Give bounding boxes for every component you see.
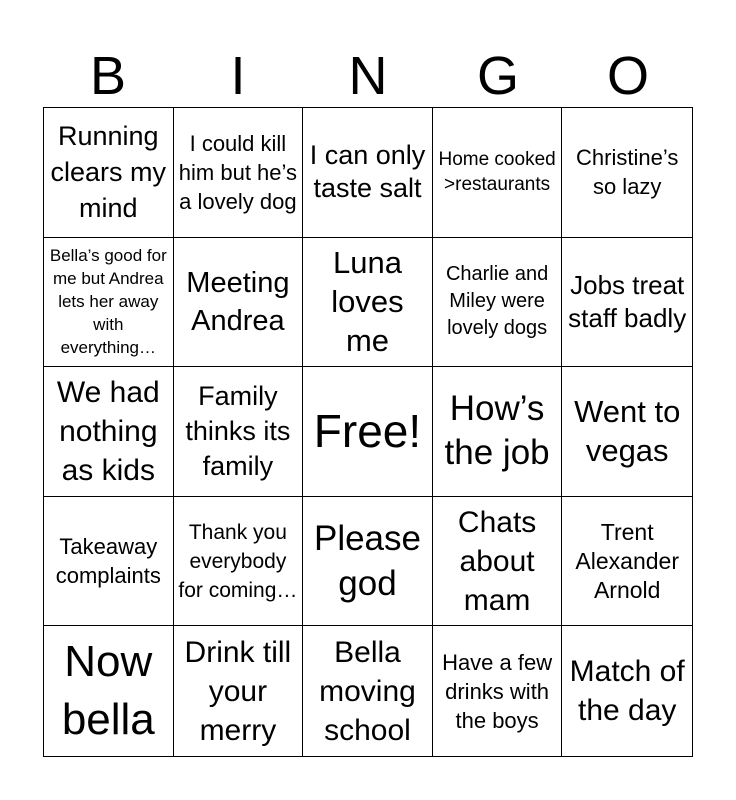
bingo-cell[interactable] bbox=[433, 238, 563, 368]
cell-text: Bella’s good for me but Andrea lets her away with everything… bbox=[49, 246, 167, 358]
cell-text: Luna loves me bbox=[331, 245, 404, 359]
bingo-cell[interactable] bbox=[303, 497, 433, 627]
cell-text: Family thinks its family bbox=[185, 380, 291, 481]
bingo-cell[interactable] bbox=[562, 238, 692, 368]
bingo-cell[interactable] bbox=[433, 367, 563, 497]
header-letter-n: N bbox=[348, 46, 388, 106]
cell-text: Drink till your merry bbox=[184, 635, 292, 747]
bingo-cell[interactable] bbox=[562, 108, 692, 238]
bingo-cell[interactable] bbox=[174, 238, 304, 368]
cell-text: Have a few drinks with the boys bbox=[442, 649, 553, 733]
bingo-cell[interactable] bbox=[433, 497, 563, 627]
cell-text: Home cooked >restaurants bbox=[438, 149, 556, 196]
cell-text: Meeting Andrea bbox=[186, 266, 290, 337]
header-letter-o: O bbox=[606, 46, 649, 106]
bingo-cell[interactable] bbox=[174, 108, 304, 238]
bingo-cell[interactable] bbox=[174, 497, 304, 627]
bingo-card-grid bbox=[43, 107, 693, 757]
cell-text: Went to vegas bbox=[574, 394, 681, 469]
bingo-cell[interactable] bbox=[303, 238, 433, 368]
cell-text: Please god bbox=[313, 519, 421, 604]
cell-text: Bella moving school bbox=[319, 635, 416, 747]
cell-text: Charlie and Miley were lovely dogs bbox=[445, 263, 549, 340]
bingo-cell[interactable] bbox=[562, 497, 692, 627]
cell-text: We had nothing as kids bbox=[56, 375, 160, 487]
bingo-cell[interactable] bbox=[174, 367, 304, 497]
cell-text: Now bella bbox=[61, 637, 155, 745]
cell-text: Chats about mam bbox=[457, 505, 537, 617]
cell-text: Christine’s so lazy bbox=[576, 145, 679, 200]
cell-text: I could kill him but he’s a lovely dog bbox=[178, 130, 297, 214]
bingo-cell[interactable] bbox=[303, 108, 433, 238]
bingo-cell[interactable] bbox=[433, 108, 563, 238]
bingo-cell[interactable] bbox=[44, 497, 174, 627]
bingo-cell[interactable] bbox=[44, 367, 174, 497]
free-space: Free! bbox=[313, 405, 422, 458]
bingo-cell[interactable] bbox=[562, 626, 692, 756]
header-letter-b: B bbox=[89, 46, 127, 106]
bingo-cell[interactable] bbox=[562, 367, 692, 497]
bingo-cell[interactable] bbox=[303, 367, 433, 497]
cell-text: Thank you everybody for coming… bbox=[178, 520, 298, 602]
cell-text: Takeaway complaints bbox=[55, 534, 161, 589]
cell-text: I can only taste salt bbox=[309, 140, 426, 204]
bingo-cell[interactable] bbox=[44, 238, 174, 368]
cell-text: Trent Alexander Arnold bbox=[575, 518, 679, 603]
bingo-cell[interactable] bbox=[44, 626, 174, 756]
header-letter-i: I bbox=[230, 46, 246, 106]
bingo-cell[interactable] bbox=[303, 626, 433, 756]
bingo-cell[interactable] bbox=[433, 626, 563, 756]
header-letter-g: G bbox=[476, 46, 519, 106]
bingo-header bbox=[43, 46, 693, 106]
cell-text: Match of the day bbox=[569, 655, 685, 728]
bingo-cell[interactable] bbox=[174, 626, 304, 756]
cell-text: How’s the job bbox=[444, 389, 550, 473]
bingo-cell[interactable] bbox=[44, 108, 174, 238]
cell-text: Jobs treat staff badly bbox=[568, 269, 687, 333]
cell-text: Running clears my mind bbox=[50, 121, 167, 224]
